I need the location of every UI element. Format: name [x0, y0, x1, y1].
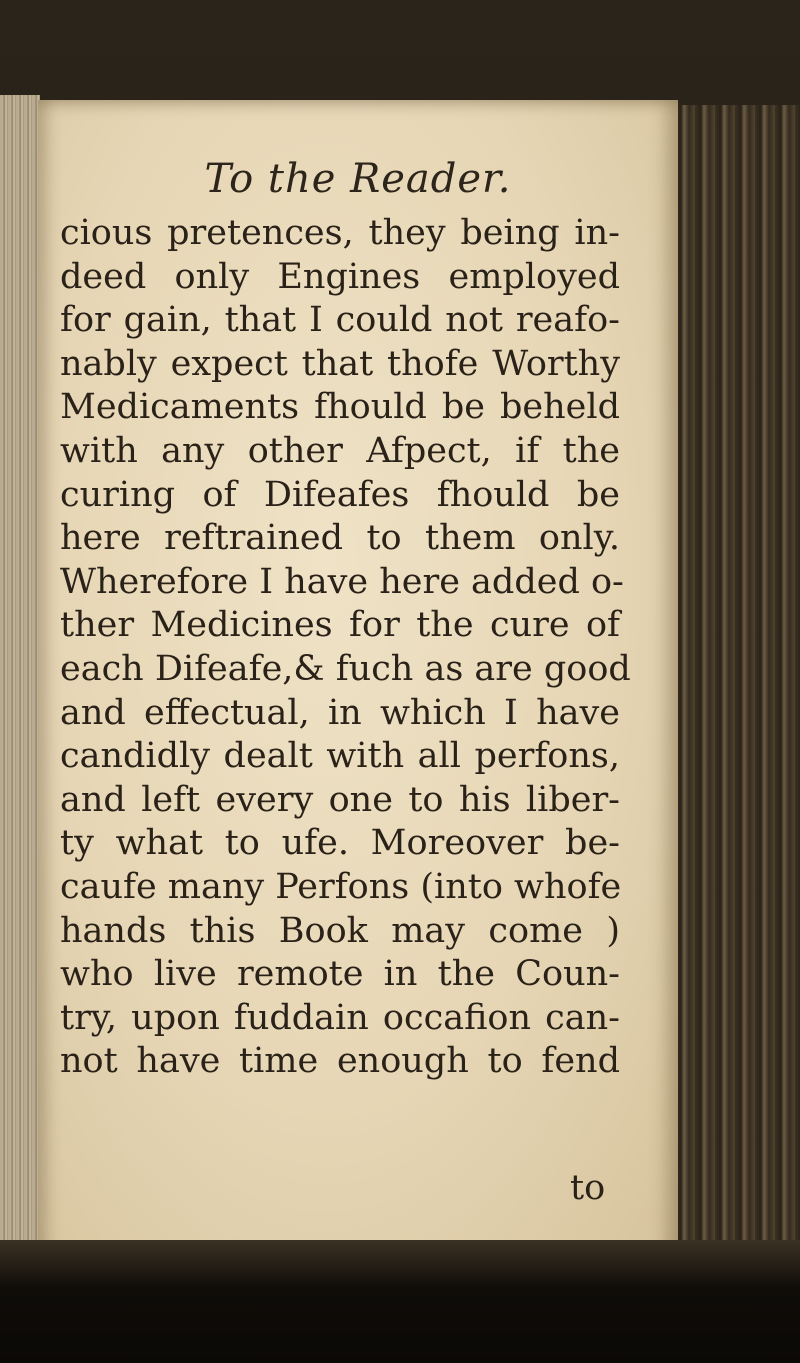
text-line: ther Medicines for the cure of: [60, 605, 620, 646]
text-line: and left every one to his liber-: [60, 779, 620, 820]
bottom-shadow: [0, 1240, 800, 1363]
text-line: ty what to ufe. Moreover be-: [60, 823, 620, 864]
text-line: deed only Engines employed: [60, 256, 620, 297]
underlying-page-edges: [0, 95, 40, 1265]
text-line: cious pretences, they being in-: [60, 213, 620, 253]
text-line: nably expect that thofe Worthy: [60, 343, 620, 384]
body-text: [60, 212, 631, 1084]
text-line: here reftrained to them only.: [60, 518, 620, 559]
text-line: curing of Difeafes fhould be: [60, 474, 620, 515]
text-line: candidly dealt with all perfons,: [60, 736, 620, 777]
text-line: each Difeafe,& fuch as are good: [60, 648, 631, 689]
running-head: To the Reader.: [204, 156, 512, 202]
text-line: who live remote in the Coun-: [60, 954, 620, 995]
text-line: hands this Book may come ): [60, 910, 620, 951]
text-line: for gain, that I could not reafo-: [60, 300, 620, 341]
text-line: Medicaments fhould be beheld: [60, 387, 620, 428]
text-line: and effectual, in which I have: [60, 692, 620, 733]
catchword: to: [570, 1168, 606, 1208]
text-line: with any other Afpect, if the: [60, 430, 620, 471]
book-page: [38, 100, 678, 1260]
text-line: caufe many Perfons (into whofe: [60, 866, 622, 907]
text-line: not have time enough to fend: [60, 1041, 620, 1082]
text-line: Wherefore I have here added o-: [60, 561, 624, 602]
text-line: try, upon fuddain occafion can-: [60, 997, 620, 1038]
right-page-gutter: [675, 105, 800, 1255]
